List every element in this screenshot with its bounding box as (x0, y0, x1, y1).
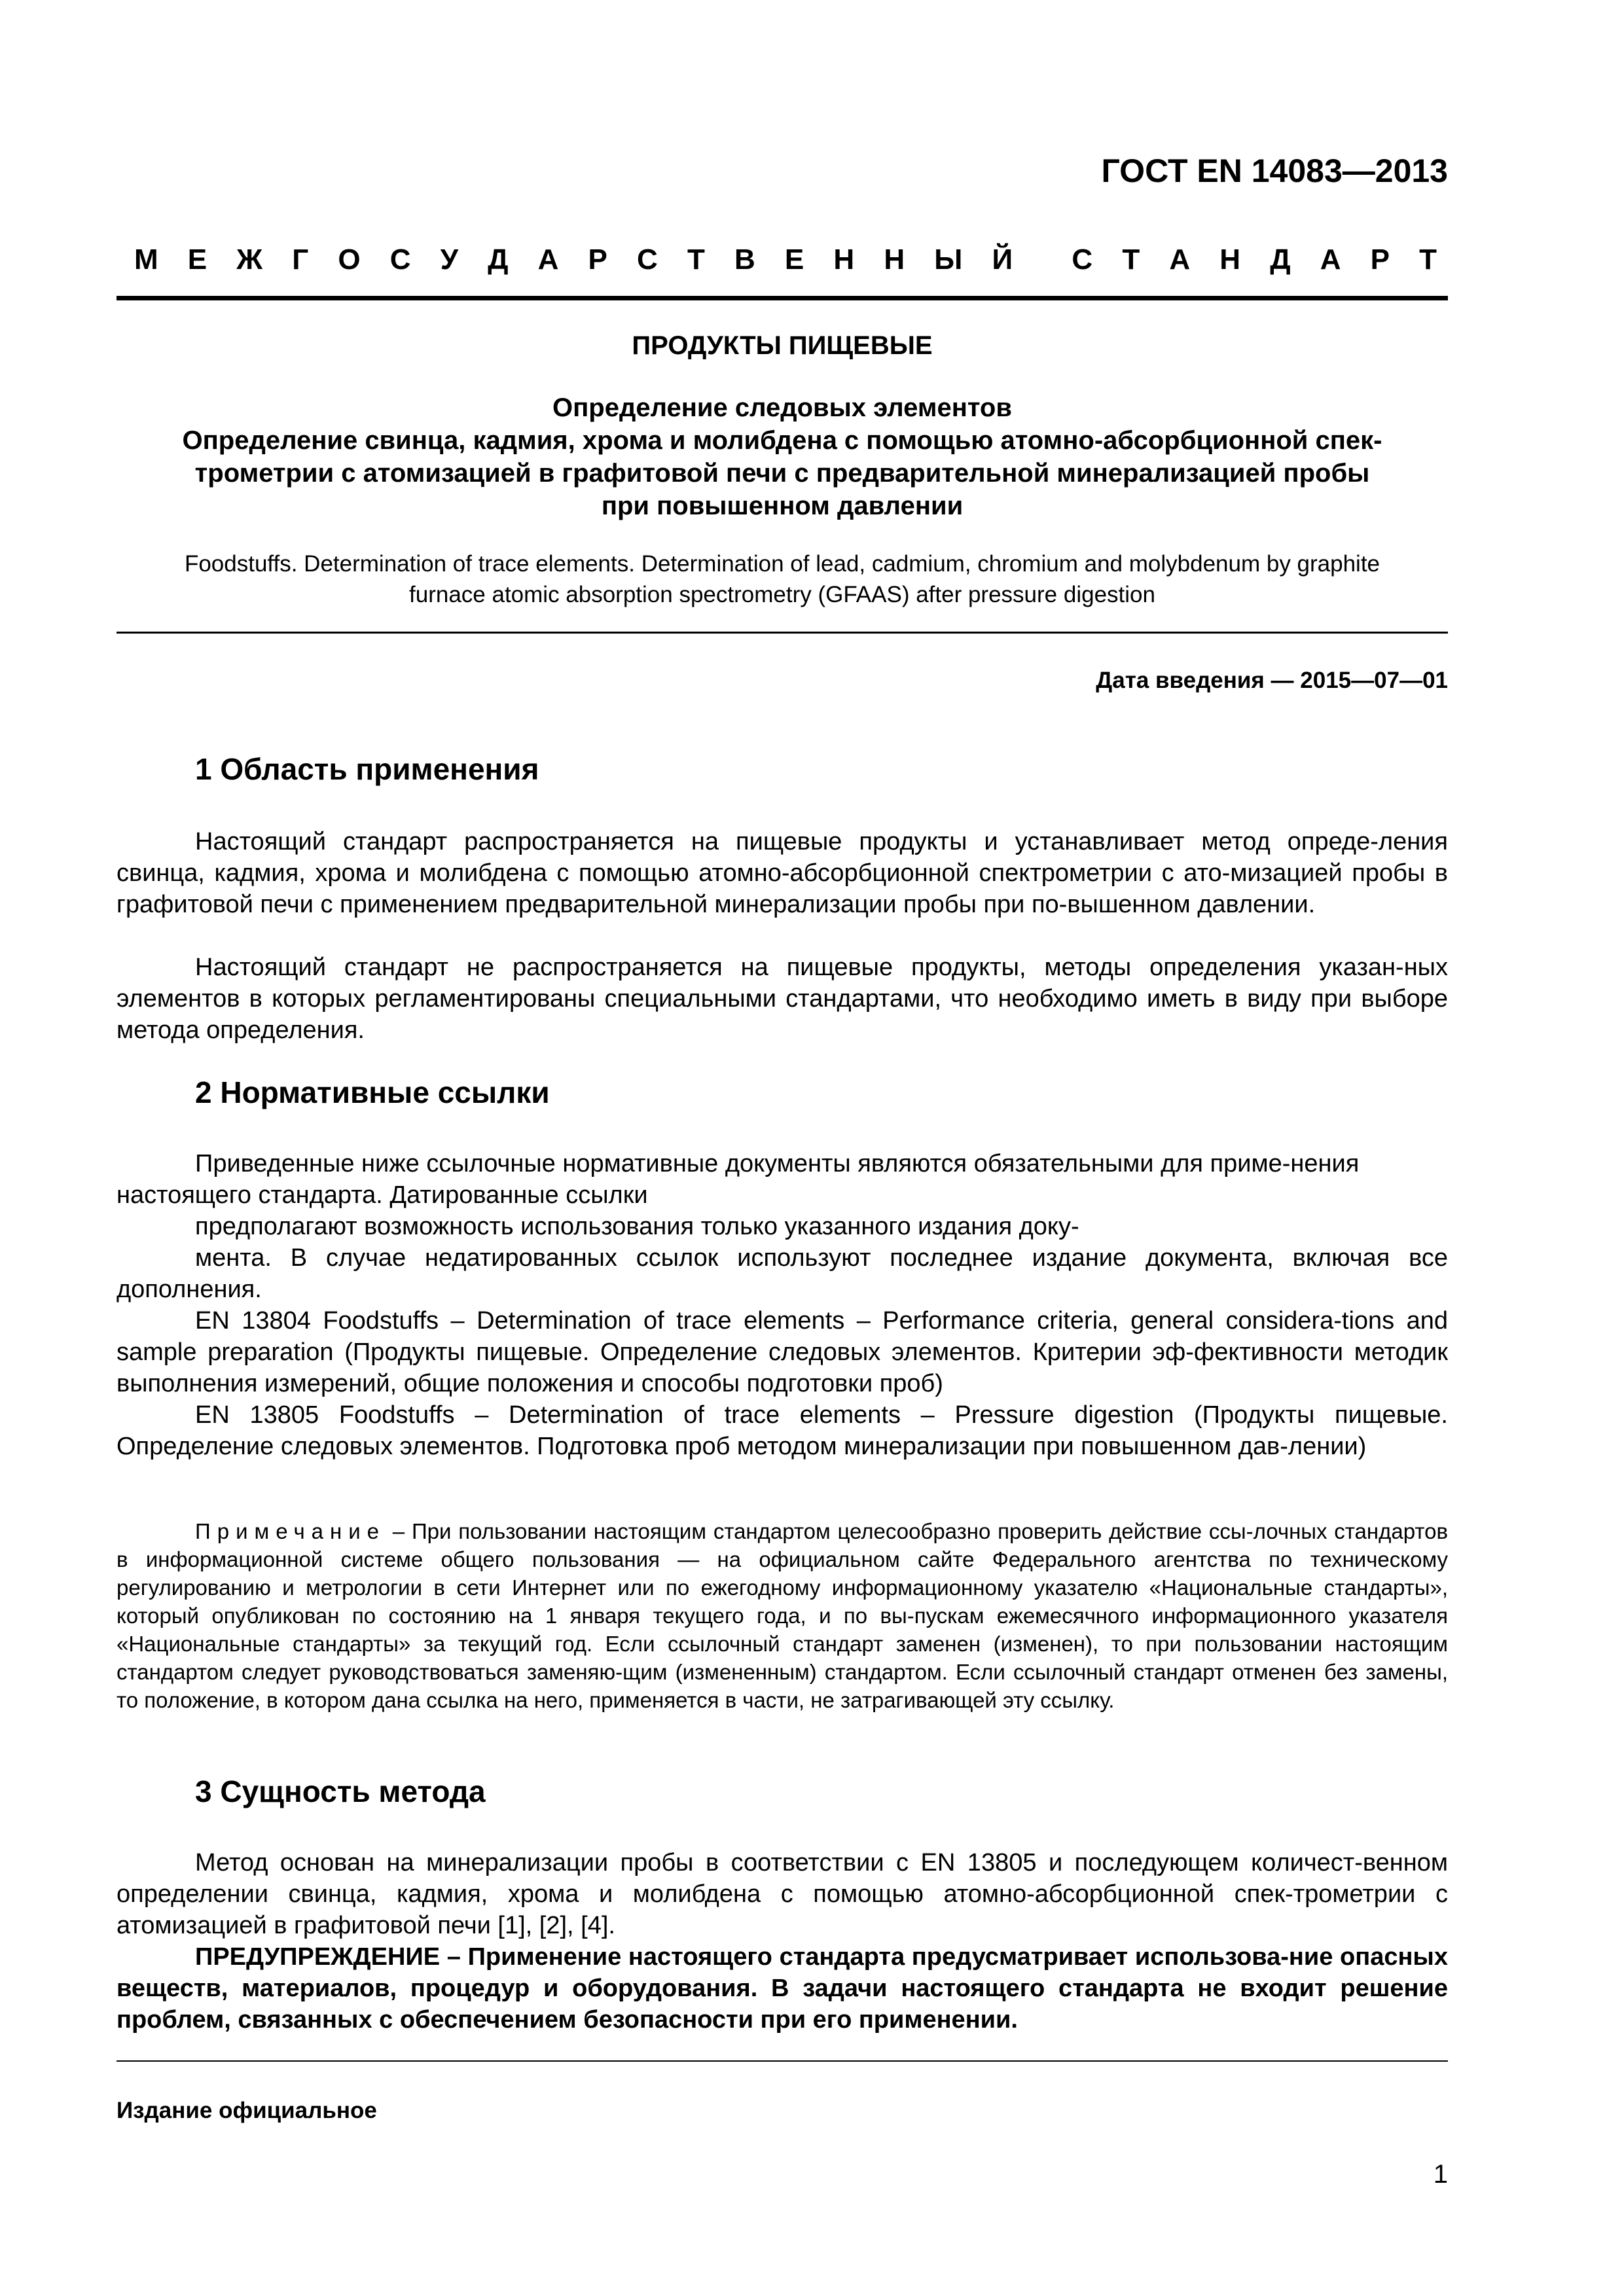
letter: С (637, 243, 658, 276)
subtitle-line: трометрии с атомизацией в графитовой печи с предварительной минерализацией пробы (194, 459, 1370, 488)
letter: Е (187, 243, 208, 276)
paragraph: Метод основан на минерализации пробы в соответствии с EN 13805 и последующем количест-венном определении свинца, кадмия, хрома и молибдена с помощью атомно-абсорбционной спек-трометрии с атомизацией в графитовой печи [1], [2], [4]. (117, 1849, 1448, 1939)
letter: С (1072, 243, 1093, 276)
letter: Д (1270, 243, 1291, 276)
reference-item: EN 13805 Foodstuffs – Determination of trace elements – Pressure digestion (Продукты пищевые. Определение следовых элементов. Подготовка проб методом минерализации при повышенном дав-лении) (117, 1401, 1448, 1460)
letter: Г (292, 243, 309, 276)
letter: Р (588, 243, 607, 276)
header-divider (117, 296, 1448, 300)
note (117, 1517, 1448, 1714)
letter: У (440, 243, 458, 276)
letter: М (134, 243, 158, 276)
letter: Т (1419, 243, 1437, 276)
subtitle-line: при повышенном давлении (601, 492, 964, 520)
letter: Н (833, 243, 855, 276)
standard-type-heading (134, 243, 1437, 276)
paragraph: Настоящий стандарт не распространяется на пищевые продукты, методы определения указан-ных элементов в которых регламентированы специальными стандартами, что необходимо иметь в виду при выборе метода определения. (117, 954, 1448, 1044)
intro-date: Дата введения — 2015—07—01 (1096, 668, 1448, 693)
warning-paragraph: ПРЕДУПРЕЖДЕНИЕ – Применение настоящего стандарта предусматривает использова-ние опасных веществ, материалов, процедур и оборудования. В задачи настоящего стандарта не входит решение проблем, связанных с обеспечением безопасности при его применении. (117, 1943, 1448, 2034)
letter: Й (992, 243, 1013, 276)
edition-label: Издание официальное (117, 2098, 377, 2123)
gost-number: ГОСТ EN 14083—2013 (1101, 152, 1448, 189)
letter: В (734, 243, 755, 276)
english-title-line: furnace atomic absorption spectrometry (GFAAS) after pressure digestion (409, 582, 1155, 607)
letter: Д (488, 243, 509, 276)
letter: Ы (934, 243, 963, 276)
letter: Н (1219, 243, 1241, 276)
english-title-line: Foodstuffs. Determination of trace elements. Determination of lead, cadmium, chromium and molybdenum by graphite (184, 551, 1380, 577)
paragraph: мента. В случае недатированных ссылок используют последнее издание документа, включая все дополнения. (117, 1244, 1448, 1303)
paragraph: Приведенные ниже ссылочные нормативные документы являются обязательными для приме-нения настоящего стандарта. Датированные ссылки (117, 1150, 1360, 1209)
section-heading-scope: 1 Область применения (195, 752, 539, 786)
note-label: Примечание (195, 1519, 386, 1543)
title-divider (117, 632, 1448, 634)
document-subtitle (117, 391, 1448, 522)
reference-item: EN 13804 Foodstuffs – Determination of trace elements – Performance criteria, general considera-tions and sample preparation (Продукты пищевые. Определение следовых элементов. Критерии эф-фективности методик выполнения измерений, общие положения и способы подготовки проб) (117, 1307, 1448, 1397)
subtitle-line: Определение следовых элементов (552, 393, 1012, 422)
letter: А (1320, 243, 1341, 276)
letter: Ж (236, 243, 263, 276)
letter: Р (1370, 243, 1390, 276)
footer-divider (117, 2060, 1448, 2062)
page-number: 1 (1433, 2160, 1448, 2189)
letter: С (389, 243, 411, 276)
section-heading-method: 3 Сущность метода (195, 1774, 486, 1808)
section-heading-references: 2 Нормативные ссылки (195, 1075, 550, 1109)
paragraph: предполагают возможность использования только указанного издания доку- (195, 1213, 1079, 1240)
note-text: – При пользовании настоящим стандартом целесообразно проверить действие ссы-лочных стандартов в информационной системе общего пользования — на официальном сайте Федерального агентства по техническому регулированию и метрологии в сети Интернет или по ежегодному информационному указателю «Национальные стандарты», который опубликован по состоянию на 1 января текущего года, и по вы-пускам ежемесячного информационного указателя «Национальные стандарты» за текущий год. Если ссылочный стандарт заменен (изменен), то при пользовании настоящим стандартом следует руководствоваться заменяю-щим (измененным) стандартом. Если ссылочный стандарт отменен без замены, то положение, в котором дана ссылка на него, применяется в части, не затрагивающей эту ссылку. (117, 1519, 1448, 1712)
letter: Т (687, 243, 705, 276)
letter: Е (784, 243, 804, 276)
letter: Т (1122, 243, 1140, 276)
english-title (117, 548, 1448, 610)
paragraph: Настоящий стандарт распространяется на пищевые продукты и устанавливает метод опреде-ления свинца, кадмия, хрома и молибдена с помощью атомно-абсорбционной спектрометрии с ато-мизацией пробы в графитовой печи с применением предварительной минерализации пробы при по-вышенном давлении. (117, 828, 1448, 918)
letter: Н (884, 243, 905, 276)
letter: А (1169, 243, 1191, 276)
subtitle-line: Определение свинца, кадмия, хрома и молибдена с помощью атомно-абсорбционной спек- (182, 426, 1382, 455)
letter: А (537, 243, 559, 276)
letter: О (338, 243, 361, 276)
document-title: ПРОДУКТЫ ПИЩЕВЫЕ (632, 331, 933, 360)
